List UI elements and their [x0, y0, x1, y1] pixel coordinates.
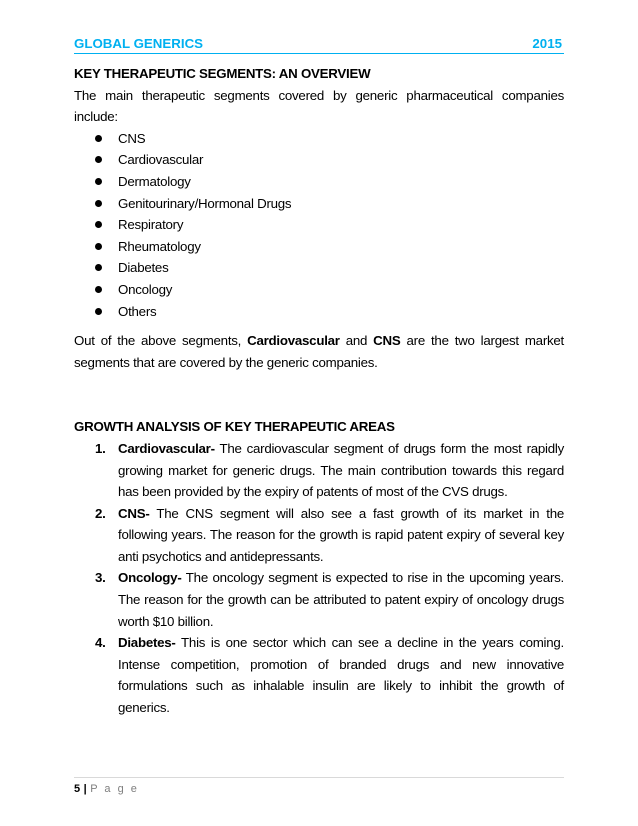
item-title: Cardiovascular-: [118, 440, 215, 456]
list-item-text: Others: [118, 303, 157, 319]
item-number: 2.: [95, 505, 106, 521]
bullet-icon: [95, 286, 102, 293]
segments-list: [74, 128, 564, 322]
segments-conclusion: [74, 330, 564, 373]
bullet-icon: [95, 135, 102, 142]
segments-intro: The main therapeutic segments covered by generic pharmaceutical companies include:: [74, 87, 564, 125]
list-item: [74, 171, 564, 193]
footer-page-label: P a g e: [90, 783, 139, 795]
item-title: CNS-: [118, 505, 150, 521]
conclusion-bold-cns: CNS: [373, 333, 401, 349]
bullet-icon: [95, 178, 102, 185]
section-heading-growth: GROWTH ANALYSIS OF KEY THERAPEUTIC AREAS: [74, 419, 395, 435]
list-item-text: Rheumatology: [118, 238, 201, 254]
list-item-text: Oncology: [118, 281, 173, 297]
list-item-text: Diabetes: [118, 260, 169, 276]
bullet-icon: [95, 264, 102, 271]
footer-page-number: 5: [74, 783, 81, 795]
list-item: [74, 214, 564, 236]
list-item: [74, 438, 564, 503]
list-item: [74, 236, 564, 258]
item-text: The oncology segment is expected to rise in the upcoming years. The reason for the growth can be attributed to patent expiry of oncology drugs worth $10 billion.: [118, 570, 564, 629]
list-item: [74, 128, 564, 150]
conclusion-bold-cardiovascular: Cardiovascular: [247, 333, 340, 349]
footer-separator: |: [83, 783, 88, 795]
list-item: [74, 257, 564, 279]
bullet-icon: [95, 200, 102, 207]
list-item-text: Genitourinary/Hormonal Drugs: [118, 195, 292, 211]
list-item: [74, 301, 564, 323]
list-item: [74, 503, 564, 568]
item-number: 3.: [95, 570, 106, 586]
list-item-text: Respiratory: [118, 217, 184, 233]
bullet-icon: [95, 221, 102, 228]
item-number: 4.: [95, 635, 106, 651]
item-text: The CNS segment will also see a fast growth of its market in the following years. The reason for the growth is rapid patent expiry of several key anti psychotics and antidepressants.: [118, 505, 564, 564]
list-item-text: CNS: [118, 130, 146, 146]
list-item: [74, 567, 564, 632]
bullet-icon: [95, 308, 102, 315]
growth-list: [74, 438, 564, 719]
item-number: 1.: [95, 440, 106, 456]
conclusion-text-1: Out of the above segments,: [74, 333, 248, 349]
bullet-icon: [95, 156, 102, 163]
list-item-text: Dermatology: [118, 173, 191, 189]
list-item: [74, 149, 564, 171]
item-text: This is one sector which can see a decline in the years coming. Intense competition, promotion of branded drugs and new innovative formulations such as inhalable insulin are likely to inhibit the growth of generics.: [118, 635, 564, 716]
bullet-icon: [95, 243, 102, 250]
item-title: Oncology-: [118, 570, 182, 586]
page-footer: [74, 777, 564, 795]
conclusion-text-2: and: [339, 333, 374, 349]
list-item-text: Cardiovascular: [118, 152, 204, 168]
header-title: GLOBAL GENERICS: [74, 36, 204, 51]
section-heading-segments: KEY THERAPEUTIC SEGMENTS: AN OVERVIEW: [74, 66, 371, 81]
conclusion-text-3: are the two largest market segments that are covered by the generic companies.: [74, 333, 564, 370]
header-year: 2015: [532, 36, 562, 51]
list-item: [74, 193, 564, 215]
item-text: The cardiovascular segment of drugs form the most rapidly growing market for generic drugs. The main contribution towards this regard has been provided by the expiry of patents of most of the CVS drugs.: [118, 440, 564, 500]
list-item: [74, 632, 564, 718]
page-header: [74, 36, 564, 54]
item-title: Diabetes-: [118, 635, 176, 651]
list-item: [74, 279, 564, 301]
page-content: [74, 63, 564, 719]
